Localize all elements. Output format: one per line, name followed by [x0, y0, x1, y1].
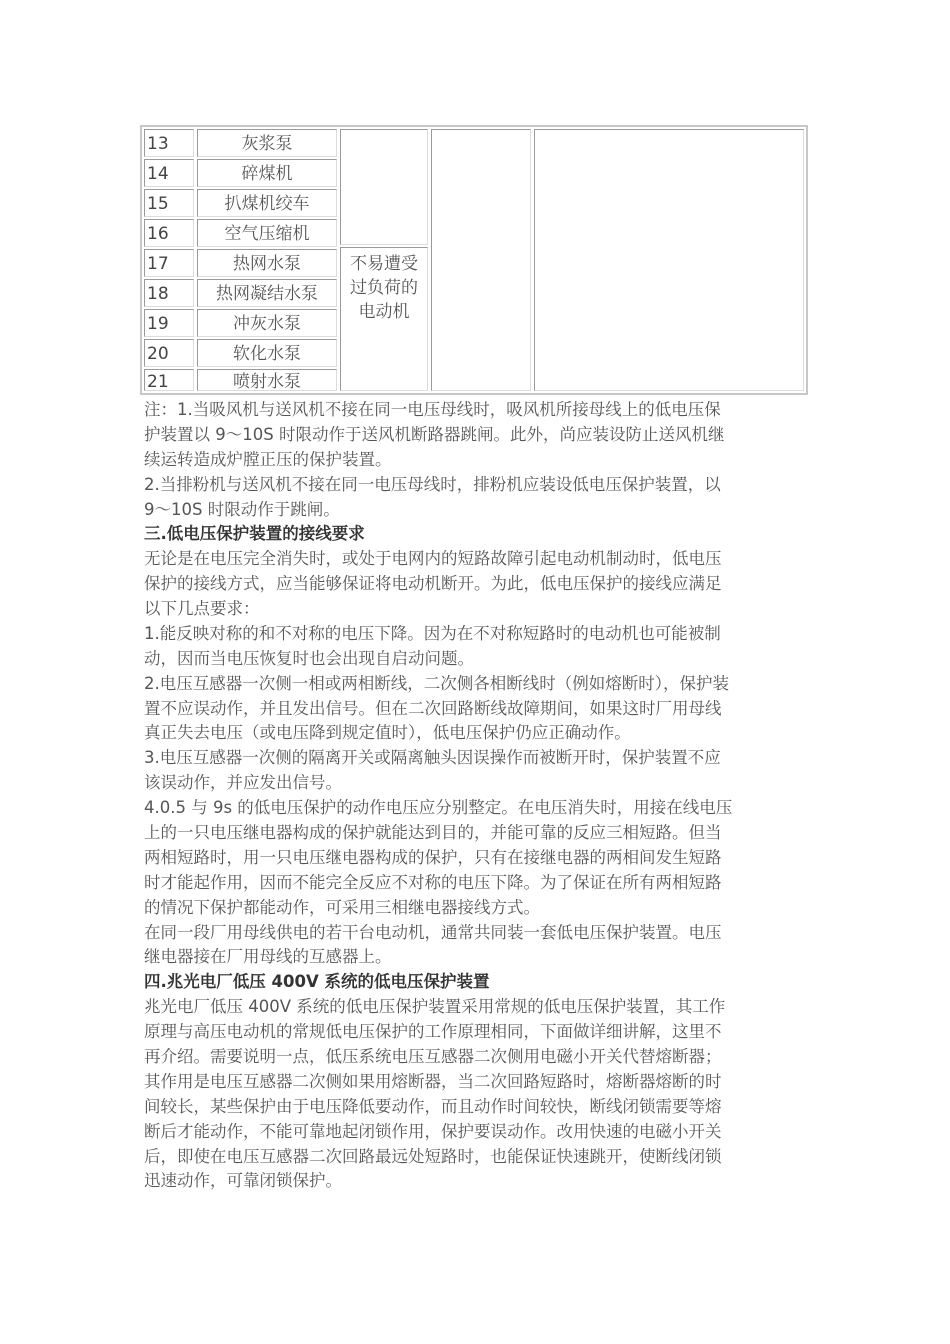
category-line: 过负荷的	[350, 278, 418, 298]
table-cell-num: 17	[144, 249, 194, 277]
paragraph-line: 2.电压互感器一次侧一相或两相断线，二次侧各相断线时（例如熔断时），保护装	[144, 674, 729, 693]
paragraph-line: 3.电压互感器一次侧的隔离开关或隔离触头因误操作而被断开时，保护装置不应	[144, 748, 721, 767]
table-cell-num: 18	[144, 279, 194, 307]
note-line: 9～10S 时限动作于跳闸。	[144, 500, 340, 519]
section-heading: 四.兆光电厂低压 400V 系统的低电压保护装置	[144, 972, 490, 991]
table-cell-name: 喷射水泵	[197, 369, 337, 391]
paragraph-line: 后，即使在电压互感器二次回路最远处短路时，也能保证快速跳开，使断线闭锁	[144, 1147, 722, 1166]
paragraph-line: 1.能反映对称的和不对称的电压下降。因为在不对称短路时的电动机也可能被制	[144, 624, 721, 643]
paragraph-line: 无论是在电压完全消失时，或处于电网内的短路故障引起电动机制动时，低电压	[144, 549, 722, 568]
table-cell-num: 16	[144, 219, 194, 247]
paragraph-line: 其作用是电压互感器二次侧如果用熔断器，当二次回路短路时，熔断器熔断的时	[144, 1072, 722, 1091]
table-cell-name: 热网水泵	[197, 249, 337, 277]
table-cell-num: 21	[144, 369, 194, 391]
table-cell-name: 碎煤机	[197, 159, 337, 187]
paragraph-line: 断后才能动作，不能可靠地起闭锁作用，保护要误动作。改用快速的电磁小开关	[144, 1122, 722, 1141]
table-cell-name: 空气压缩机	[197, 219, 337, 247]
paragraph-line: 置不应误动作，并且发出信号。但在二次回路断线故障期间，如果这时厂用母线	[144, 699, 722, 718]
paragraph-line: 再介绍。需要说明一点，低压系统电压互感器二次侧用电磁小开关代替熔断器；	[144, 1047, 722, 1066]
paragraph-line: 原理与高压电动机的常规低电压保护的工作原理相同，下面做详细讲解，这里不	[144, 1022, 722, 1041]
table-cell-num: 20	[144, 339, 194, 367]
table-cell-category	[340, 247, 428, 391]
category-line: 不易遭受	[350, 254, 418, 274]
section-heading: 三.低电压保护装置的接线要求	[144, 524, 365, 543]
table-cell-category-empty	[340, 129, 428, 245]
table-cell-num: 14	[144, 159, 194, 187]
paragraph-line: 上的一只电压继电器构成的保护就能达到目的，并能可靠的反应三相短路。但当	[144, 823, 722, 842]
table-cell-name: 冲灰水泵	[197, 309, 337, 337]
paragraph-line: 兆光电厂低压 400V 系统的低电压保护装置采用常规的低电压保护装置，其工作	[144, 997, 726, 1016]
category-line: 电动机	[358, 302, 410, 322]
motor-table	[140, 125, 808, 395]
table-cell-name: 热网凝结水泵	[197, 279, 337, 307]
table-cell-name: 扒煤机绞车	[197, 189, 337, 217]
note-line: 护装置以 9～10S 时限动作于送风机断路器跳闸。此外，尚应装设防止送风机继	[144, 425, 725, 444]
paragraph-line: 两相短路时，用一只电压继电器构成的保护，只有在接继电器的两相间发生短路	[144, 848, 722, 867]
table-cell-name: 灰浆泵	[197, 129, 337, 157]
note-line: 注：1.当吸风机与送风机不接在同一电压母线时，吸风机所接母线上的低电压保	[144, 400, 721, 419]
paragraph-line: 时才能起作用，因而不能完全反应不对称的电压下降。为了保证在所有两相短路	[144, 873, 722, 892]
paragraph-line: 真正失去电压（或电压降到规定值时），低电压保护仍应正确动作。	[144, 723, 631, 742]
paragraph-line: 的情况下保护都能动作，可采用三相继电器接线方式。	[144, 898, 540, 917]
paragraph-line: 保护的接线方式，应当能够保证将电动机断开。为此，低电压保护的接线应满足	[144, 574, 722, 593]
paragraph-line: 4.0.5 与 9s 的低电压保护的动作电压应分别整定。在电压消失时，用接在线电压	[144, 798, 733, 817]
paragraph-line: 该误动作，并应发出信号。	[144, 773, 342, 792]
paragraph-line: 在同一段厂用母线供电的若干台电动机，通常共同装一套低电压保护装置。电压	[144, 923, 722, 942]
note-line: 续运转造成炉膛正压的保护装置。	[144, 450, 392, 469]
note-line: 2.当排粉机与送风机不接在同一电压母线时，排粉机应装设低电压保护装置，以	[144, 475, 721, 494]
table-cell-name: 软化水泵	[197, 339, 337, 367]
paragraph-line: 迅速动作，可靠闭锁保护。	[144, 1171, 342, 1190]
paragraph-line: 继电器接在厂用母线的互感器上。	[144, 947, 392, 966]
table-cell-num: 19	[144, 309, 194, 337]
paragraph-line: 间较长，某些保护由于电压降低要动作，而且动作时间较快，断线闭锁需要等熔	[144, 1097, 722, 1116]
table-cell-num: 15	[144, 189, 194, 217]
table-cell-empty	[534, 129, 804, 391]
table-cell-empty	[431, 129, 531, 391]
paragraph-line: 以下几点要求：	[144, 599, 260, 618]
table-cell-num: 13	[144, 129, 194, 157]
paragraph-line: 动，因而当电压恢复时也会出现自启动问题。	[144, 649, 474, 668]
